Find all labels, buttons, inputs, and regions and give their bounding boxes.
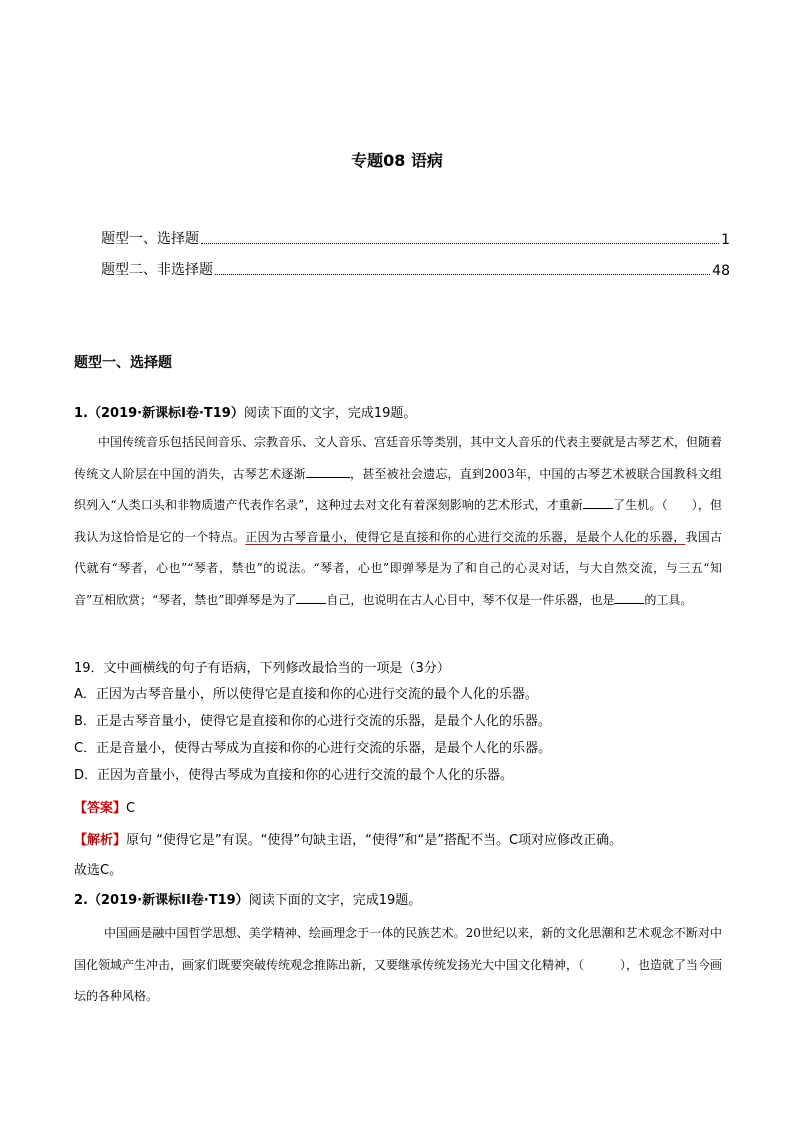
question-prompt: 阅读下面的文字，完成19题。 [243, 406, 417, 421]
section-heading: 题型一、选择题 [74, 355, 172, 371]
blank [614, 603, 644, 604]
toc-entry-1[interactable] [101, 230, 730, 248]
underlined-sentence: 正因为古琴音量小，使得它是直接和你的心进行交流的乐器，是最个人化的乐器， [245, 529, 686, 544]
toc-label: 题型一、选择题 [101, 231, 199, 247]
toc-leader-dots [201, 243, 719, 244]
passage-text: 我国古代就有“琴者，心也”“琴者，禁也”的说法。“琴者，心也”即弹琴是为了和自己的心灵对话，与大自然交流，与三五“知音”互相欣赏；“琴者，禁也”即弹琴是为了 [74, 529, 722, 607]
option-b[interactable]: B．正是古琴音量小，使得它是直接和你的心进行交流的乐器，是最个人化的乐器。 [74, 714, 551, 729]
passage-text: 中国画是融中国哲学思想、美学精神、绘画理念于一体的民族艺术。20世纪以来，新的文化思潮和艺术观念不断对中国化领域产生冲击，画家们既要突破传统观念推陈出新，又要继承传统发扬光大中国文化精神，（ ），也造就了当今画坛的各种风格。 [74, 926, 723, 1003]
analysis-line [74, 829, 622, 848]
question-source: （2019·新课标II卷·T19） [87, 893, 249, 908]
blank [306, 477, 350, 478]
answer-value: C [126, 801, 136, 816]
option-a[interactable]: A．正因为古琴音量小，所以使得它是直接和你的心进行交流的最个人化的乐器。 [74, 687, 538, 702]
question-2-header [74, 889, 421, 908]
blank [296, 603, 326, 604]
question-1-header [74, 402, 416, 421]
passage-text: 自己，也说明在古人心目中，琴不仅是一件乐器，也是 [326, 592, 615, 607]
question-source: （2019·新课标Ⅰ卷·T19） [87, 406, 244, 421]
toc-leader-dots [215, 274, 710, 275]
question-1-passage [74, 427, 722, 616]
question-2-passage [74, 918, 722, 1013]
answer-label: 【答案】 [74, 801, 127, 816]
answer-line [74, 797, 135, 816]
analysis-conclusion: 故选C。 [74, 863, 123, 878]
toc-entry-2[interactable] [101, 261, 730, 279]
option-c[interactable]: C．正是音量小，使得古琴成为直接和你的心进行交流的乐器，是最个人化的乐器。 [74, 741, 552, 756]
question-number: 1. [74, 406, 88, 421]
passage-text: 的工具。 [644, 592, 693, 607]
passage-text: ，甚至被社会遗忘，直到2003年，中国的古琴艺术被联合国教科文组织列入“人类口头和非物质遗产代表作名录”，这种过去对文化有着深刻影响的艺术形式，才重新 [74, 466, 722, 512]
analysis-text: 原句 “使得它是”有误。“使得”句缺主语，“使得”和“是”搭配不当。C项对应修改正确。 [126, 833, 623, 848]
question-stem: 19．文中画横线的句子有语病，下列修改最恰当的一项是（3分） [74, 661, 450, 676]
question-prompt: 阅读下面的文字，完成19题。 [248, 893, 422, 908]
toc-label: 题型二、非选择题 [101, 262, 213, 278]
question-number: 2. [74, 893, 88, 908]
option-d[interactable]: D．正因为音量小，使得古琴成为直接和你的心进行交流的最个人化的乐器。 [74, 768, 514, 783]
document-title: 专题08 语病 [351, 151, 443, 170]
passage-text: 中国传统音乐包括民间音乐、宗教音乐、文人音乐、宫廷音乐等类别，其中文人音乐的代表主要就是古琴艺术，但随着传统文人阶层在中国的消失，古琴艺术逐渐 [74, 435, 723, 481]
analysis-label: 【解析】 [74, 833, 127, 848]
toc-page-number: 48 [712, 263, 730, 279]
toc-page-number: 1 [721, 232, 730, 248]
blank [583, 508, 613, 509]
passage-text: 了生机。（ ），但我认为这恰恰是它的一个特点。 [74, 498, 722, 544]
